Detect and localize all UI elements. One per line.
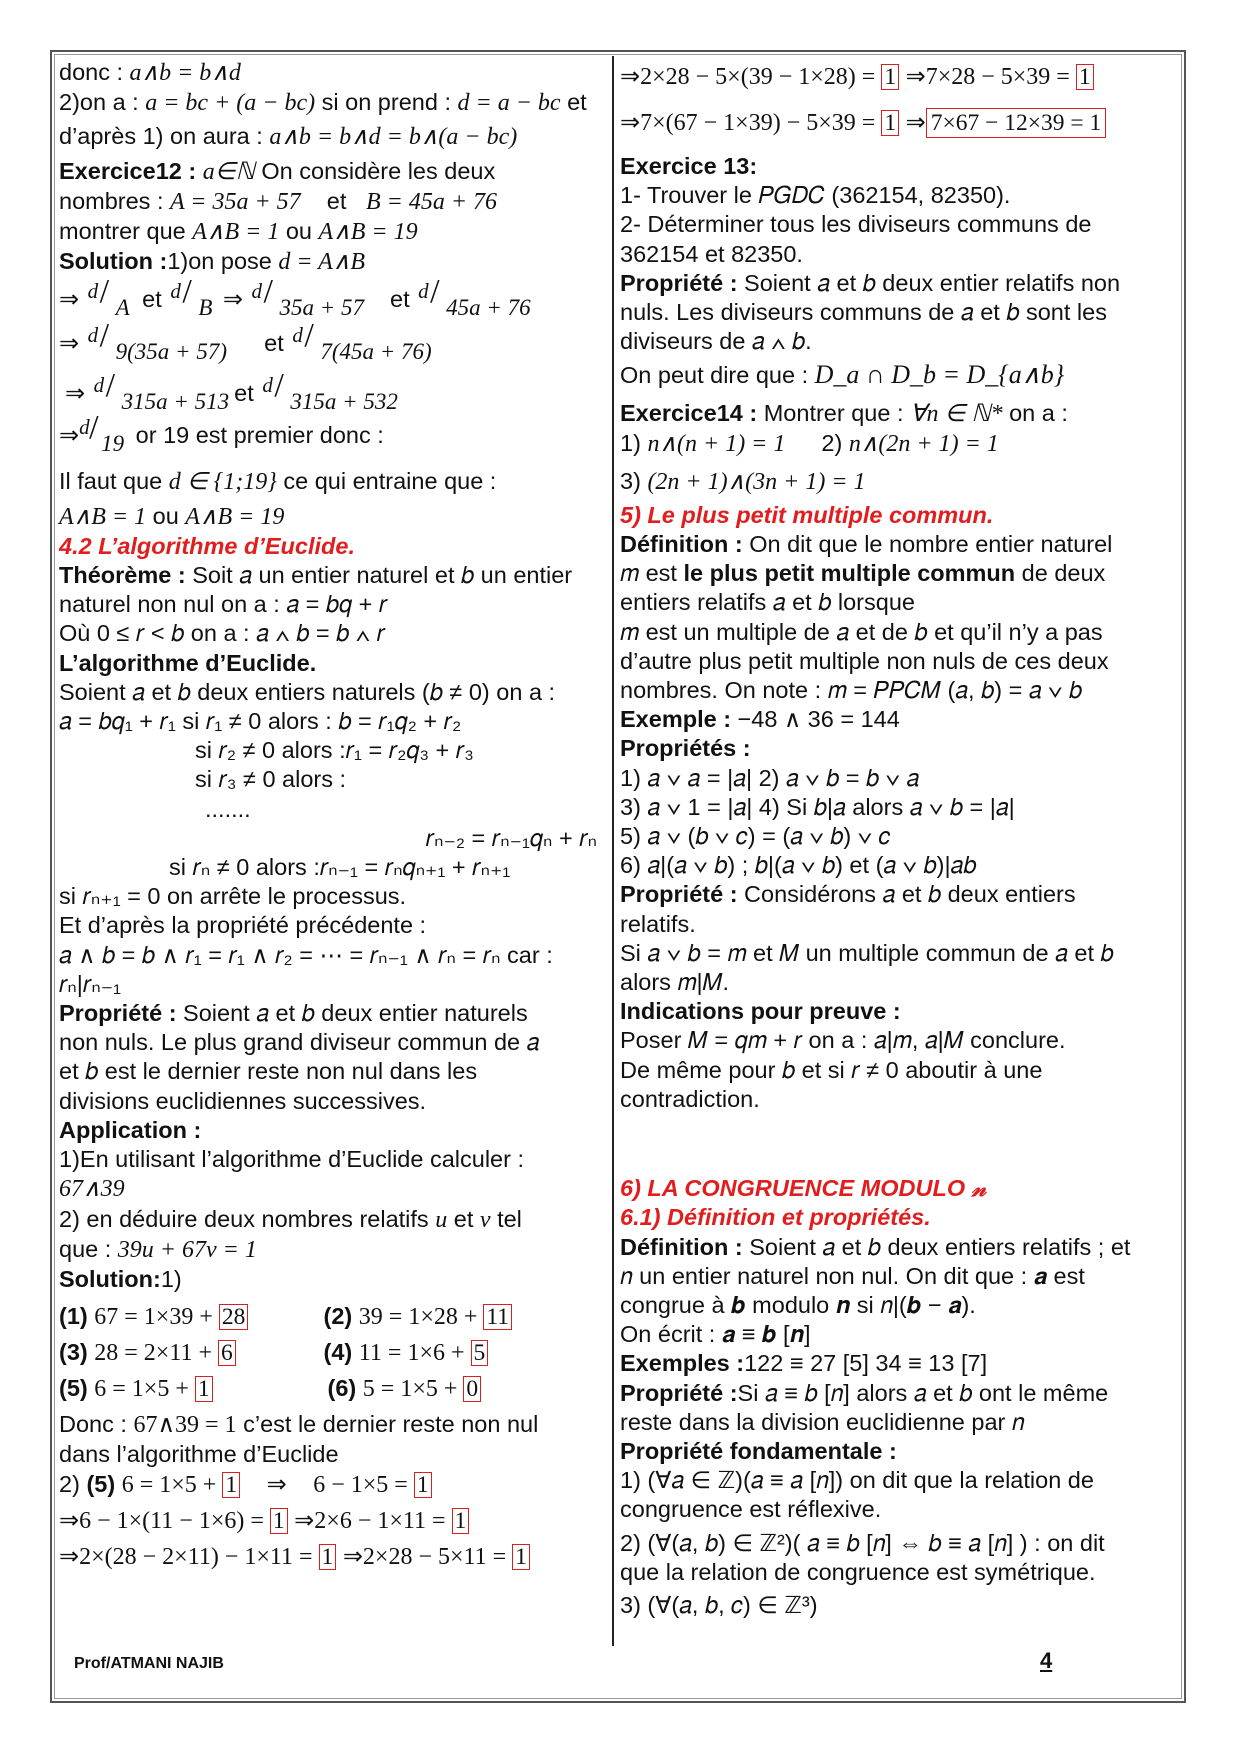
line: Donc : 67∧39 = 1 c’est le dernier reste non nul bbox=[59, 1411, 539, 1439]
divides-line-3: ⇒ d / 315a + 513 et d / 315a + 532 bbox=[65, 367, 398, 415]
line: non nuls. Le plus grand diviseur commun de 𝑎 bbox=[59, 1029, 540, 1056]
line: Il faut que d ∈ {1;19} ce qui entraine que : bbox=[59, 468, 497, 496]
line: 5) 𝑎 ∨ (𝑏 ∨ 𝑐) = (𝑎 ∨ 𝑏) ∨ 𝑐 bbox=[620, 823, 891, 850]
section-5-heading: 5) Le plus petit multiple commun. bbox=[620, 501, 994, 528]
line: ....... bbox=[205, 795, 251, 822]
line: si 𝑟₂ ≠ 0 alors :𝑟₁ = 𝑟₂𝑞₃ + 𝑟₃ bbox=[195, 737, 474, 764]
divides-line-4: ⇒ d / 19 or 19 est premier donc : bbox=[59, 409, 384, 457]
line: 𝑟ₙ₋₂ = 𝑟ₙ₋₁𝑞ₙ + 𝑟ₙ bbox=[425, 824, 597, 851]
line: 3) (∀(𝑎, 𝑏, 𝑐) ∈ ℤ³) bbox=[620, 1591, 818, 1618]
theorem: Théorème : Soit 𝑎 un entier naturel et 𝑏 un entier bbox=[59, 562, 573, 589]
line: 𝑚 est le plus petit multiple commun de deux bbox=[620, 560, 1106, 587]
fundamental-property-title: Propriété fondamentale : bbox=[620, 1437, 897, 1464]
line: et 𝑏 est le dernier reste non nul dans les bbox=[59, 1058, 478, 1085]
line: diviseurs de 𝑎 ∧ 𝑏. bbox=[620, 328, 812, 355]
column-divider bbox=[612, 56, 614, 1646]
example: Exemple : −48 ∧ 36 = 144 bbox=[620, 706, 900, 733]
back-sub-row: 2) (5) 6 = 1×5 + 1 ⇒ 6 − 1×5 = 1 bbox=[59, 1470, 607, 1506]
line: entiers relatifs 𝑎 et 𝑏 lorsque bbox=[620, 589, 915, 616]
definition: Définition : Soient 𝑎 et 𝑏 deux entiers relatifs ; et bbox=[620, 1233, 1131, 1260]
algo-title: L’algorithme d’Euclide. bbox=[59, 649, 317, 676]
back-sub-row: ⇒2×(28 − 2×11) − 1×11 = 1 ⇒2×28 − 5×11 = 1 bbox=[59, 1542, 607, 1578]
examples: Exemples :122 ≡ 27 [5] 34 ≡ 13 [7] bbox=[620, 1350, 988, 1377]
line: On écrit : 𝒂 ≡ 𝒃 [𝒏] bbox=[620, 1321, 811, 1348]
line: dans l’algorithme d’Euclide bbox=[59, 1441, 339, 1468]
divides-line-1: ⇒ d / A et d / B ⇒ d / 35a + 57 et d / 45a + 76 bbox=[59, 273, 531, 321]
line: 1) (∀𝑎 ∈ ℤ)(𝑎 ≡ 𝑎 [𝑛]) on dit que la relation de bbox=[620, 1467, 1094, 1494]
line: nuls. Les diviseurs communs de 𝑎 et 𝑏 sont les bbox=[620, 299, 1107, 326]
euclid-step-row: (5) 6 = 1×5 + 1 (6) 5 = 1×5 + 0 bbox=[59, 1374, 607, 1410]
exercise-13: Exercice 13: bbox=[620, 153, 758, 179]
property: Propriété :Si 𝑎 ≡ 𝑏 [𝑛] alors 𝑎 et 𝑏 ont le même bbox=[620, 1379, 1109, 1406]
line: 362154 et 82350. bbox=[620, 240, 803, 267]
euclid-step-row: (3) 28 = 2×11 + 6 (4) 11 = 1×6 + 5 bbox=[59, 1338, 607, 1374]
solution2-title: Solution:1) bbox=[59, 1265, 182, 1292]
divides-line-2: ⇒ d / 9(35a + 57) et d / 7(45a + 76) bbox=[59, 317, 432, 365]
back-sub-row: ⇒7×(67 − 1×39) − 5×39 = 1 ⇒ 7×67 − 12×39 = 1 bbox=[620, 108, 1180, 152]
line: divisions euclidiennes successives. bbox=[59, 1087, 427, 1114]
line: relatifs. bbox=[620, 910, 696, 937]
property: Propriété : Soient 𝑎 et 𝑏 deux entier relatifs non bbox=[620, 269, 1121, 296]
exercise-12: Exercice12 : a∈ℕ On considère les deux bbox=[59, 157, 496, 185]
line: 2) en déduire deux nombres relatifs u et v tel bbox=[59, 1205, 522, 1233]
line: nombres : A = 35a + 57 et B = 45a + 76 bbox=[59, 187, 498, 215]
line: Et d’après la propriété précédente : bbox=[59, 912, 427, 939]
line: d’après 1) on aura : a∧b = b∧d = b∧(a − bc) bbox=[59, 123, 518, 151]
line: 1) n∧(n + 1) = 1 2) n∧(2n + 1) = 1 bbox=[620, 429, 999, 457]
line: reste dans la division euclidienne par 𝑛 bbox=[620, 1408, 1025, 1435]
line: d’autre plus petit multiple non nuls de ces deux bbox=[620, 647, 1109, 674]
line: De même pour 𝑏 et si 𝑟 ≠ 0 aboutir à une bbox=[620, 1056, 1043, 1083]
line: 2)on a : a = bc + (a − bc) si on prend : d = a − bc et bbox=[59, 89, 587, 117]
indications-title: Indications pour preuve : bbox=[620, 998, 901, 1025]
application-title: Application : bbox=[59, 1116, 202, 1143]
line: si 𝑟ₙ ≠ 0 alors :𝑟ₙ₋₁ = 𝑟ₙ𝑞ₙ₊₁ + 𝑟ₙ₊₁ bbox=[169, 854, 511, 881]
line: 67∧39 bbox=[59, 1176, 125, 1203]
right-column bbox=[620, 58, 1180, 1620]
left-column bbox=[59, 58, 607, 1578]
line: montrer que A∧B = 1 ou A∧B = 19 bbox=[59, 218, 418, 246]
line: 3) 𝑎 ∨ 1 = |𝑎| 4) Si 𝑏|𝑎 alors 𝑎 ∨ 𝑏 = |𝑎| bbox=[620, 793, 1015, 820]
line: A∧B = 1 ou A∧B = 19 bbox=[59, 502, 285, 530]
line: naturel non nul on a : 𝑎 = 𝑏𝑞 + 𝑟 bbox=[59, 591, 388, 618]
line: Poser 𝑀 = 𝑞𝑚 + 𝑟 on a : 𝑎|𝑚, 𝑎|𝑀 conclure. bbox=[620, 1027, 1066, 1054]
line: congrue à 𝒃 modulo 𝒏 si 𝑛|(𝒃 − 𝒂). bbox=[620, 1291, 976, 1318]
line: Si 𝑎 ∨ 𝑏 = 𝑚 et 𝑀 un multiple commun de 𝑎 et 𝑏 bbox=[620, 939, 1114, 966]
property: Propriété : Considérons 𝑎 et 𝑏 deux entiers bbox=[620, 881, 1076, 908]
author-footer: Prof/ATMANI NAJIB bbox=[74, 1655, 224, 1672]
line: 2- Déterminer tous les diviseurs communs de bbox=[620, 211, 1092, 238]
back-sub-row: ⇒6 − 1×(11 − 1×6) = 1 ⇒2×6 − 1×11 = 1 bbox=[59, 1506, 607, 1542]
line: que la relation de congruence est symétrique. bbox=[620, 1558, 1096, 1585]
definition: Définition : On dit que le nombre entier naturel bbox=[620, 531, 1113, 558]
line: si 𝑟ₙ₊₁ = 0 on arrête le processus. bbox=[59, 883, 407, 910]
line: 𝑟ₙ|𝑟ₙ₋₁ bbox=[59, 970, 122, 997]
line: nombres. On note : 𝑚 = 𝑃𝑃𝐶𝑀 (𝑎, 𝑏) = 𝑎 ∨ 𝑏 bbox=[620, 677, 1083, 704]
section-6-heading: 6) LA CONGRUENCE MODULO 𝓃 bbox=[620, 1175, 987, 1202]
line: 𝑎 ∧ 𝑏 = 𝑏 ∧ 𝑟₁ = 𝑟₁ ∧ 𝑟₂ = ⋯ = 𝑟ₙ₋₁ ∧ 𝑟ₙ = 𝑟ₙ car : bbox=[59, 941, 553, 968]
line: 𝑎 = 𝑏𝑞₁ + 𝑟₁ si 𝑟₁ ≠ 0 alors : 𝑏 = 𝑟₁𝑞₂ + 𝑟₂ bbox=[59, 708, 462, 735]
line: 𝑚 est un multiple de 𝑎 et de 𝑏 et qu’il n’y a pas bbox=[620, 618, 1103, 645]
section-6-1-heading: 6.1) Définition et propriétés. bbox=[620, 1204, 931, 1231]
line: congruence est réflexive. bbox=[620, 1496, 882, 1523]
properties-title: Propriétés : bbox=[620, 735, 751, 762]
back-sub-row: ⇒2×28 − 5×(39 − 1×28) = 1 ⇒7×28 − 5×39 = 1 bbox=[620, 62, 1180, 100]
line: donc : a∧b = b∧d bbox=[59, 59, 241, 86]
line: 𝑛 un entier naturel non nul. On dit que : 𝒂 est bbox=[620, 1262, 1085, 1289]
line: 1) 𝑎 ∨ 𝑎 = |𝑎| 2) 𝑎 ∨ 𝑏 = 𝑏 ∨ 𝑎 bbox=[620, 764, 920, 791]
page-number: 4 bbox=[1040, 1648, 1053, 1673]
exercise-14: Exercice14 : Montrer que : ∀n ∈ ℕ* on a : bbox=[620, 399, 1068, 427]
line: si 𝑟₃ ≠ 0 alors : bbox=[195, 766, 347, 793]
line: que : 39u + 67v = 1 bbox=[59, 1235, 257, 1263]
line: contradiction. bbox=[620, 1085, 760, 1112]
line: 2) (∀(𝑎, 𝑏) ∈ ℤ²)( 𝑎 ≡ 𝑏 [𝑛] ⇔ 𝑏 ≡ 𝑎 [𝑛] ) : on dit bbox=[620, 1529, 1105, 1556]
line: Où 0 ≤ 𝑟 < 𝑏 on a : 𝑎 ∧ 𝑏 = 𝑏 ∧ 𝑟 bbox=[59, 620, 386, 647]
line: On peut dire que : D_a ∩ D_b = D_{a∧b} bbox=[620, 360, 1065, 390]
euclid-step-row: (1) 67 = 1×39 + 28 (2) 39 = 1×28 + 11 bbox=[59, 1302, 607, 1338]
section-4-2-heading: 4.2 L’algorithme d’Euclide. bbox=[59, 532, 355, 559]
solution-title: Solution :1)on pose d = A∧B bbox=[59, 248, 366, 276]
line: alors 𝑚|𝑀. bbox=[620, 969, 730, 996]
line: 3) (2n + 1)∧(3n + 1) = 1 bbox=[620, 467, 866, 495]
line: 6) 𝑎|(𝑎 ∨ 𝑏) ; 𝑏|(𝑎 ∨ 𝑏) et (𝑎 ∨ 𝑏)|𝑎𝑏 bbox=[620, 852, 977, 879]
line: 1- Trouver le 𝑃𝐺𝐷𝐶 (362154, 82350). bbox=[620, 182, 1011, 209]
property: Propriété : Soient 𝑎 et 𝑏 deux entier naturels bbox=[59, 1000, 528, 1027]
line: 1)En utilisant l’algorithme d’Euclide calculer : bbox=[59, 1146, 524, 1173]
line: Soient 𝑎 et 𝑏 deux entiers naturels (𝑏 ≠ 0) on a : bbox=[59, 678, 556, 705]
